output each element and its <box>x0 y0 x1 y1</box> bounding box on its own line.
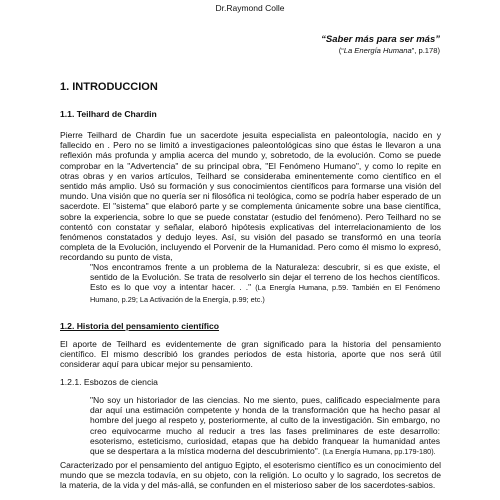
block-quote-evolution <box>90 262 440 305</box>
paragraph-teilhard-bio: Pierre Teilhard de Chardin fue un sacerdote jesuita especialista en paleontología, nacido en y fallecido en . Pero no se limitó a investigaciones paleontológicas sino que éstas le llevaron a una reflexión más profunda y amplia acerca del mundo y, sobretodo, de la evolución. Como se puede comprobar en la "Advertencia" de su principal obra, "El Fenómeno Humano", y como lo repite en otras obras y en varios artículos, Teilhard se consideraba eminentemente como científico en el sentido más amplio. Usó su formación y sus conocimientos científicos para formarse una visión del mundo. Una visión que no quería ser ni filosófica ni teológica, como se podría haber esperado de un sacerdote. El "sistema" que elaboró parte y se complementa únicamente sobre una base científica, sobre la experiencia, sobre lo que se puede constatar (estudio del fenómeno). Pero Teilhard no se contentó con constatar y señalar, elaboró hipótesis explicativas del interrelacionamiento de los fenómenos constatados y dedujo leyes. Así, su visión del pasado se transformó en una teoría completa de la Evolución, incluyendo el Porvenir de la Humanidad. Pero como él mismo lo expresó, recordando su punto de vista, <box>60 130 441 263</box>
paragraph-esoterism: Caracterizado por el pensamiento del antiguo Egipto, el esoterismo científico es un conocimiento del mundo que se mezcla todavía, en su objeto, con la religión. Lo oculto y lo sagrado, los secretos de la materia, de la vida y del más-allá, se confunden en el misterioso saber de los sacerdotes-sabios. <box>60 460 441 491</box>
block-quote-science-phases <box>90 395 440 457</box>
section-title: 1. INTRODUCCION <box>60 81 158 93</box>
quote-reference: (La Energía Humana, p.59. También en El Fenómeno Humano, p.29; La Activación de la Energía, p.99; etc.) <box>90 283 441 304</box>
quote-reference: (La Energía Humana, pp.179-180). <box>322 447 436 457</box>
quote-text: "No soy un historiador de las ciencias. No me siento, pues, calificado especialmente para dar aquí una estimación competente y honda de la transformación que ha hecho pasar al hombre del juego al respeto y, posteriormente, al culto de la investigación. Sin embargo, no creo equivocarme mucho al reducir a tres las fases preliminares de este desarrollo: esoterismo, esteticismo, curiosidad, etapas que ha debido franquear la humanidad antes que se despertara a la mística moderna del descubrimiento". <box>90 395 440 457</box>
epigraph-source-open: (“ <box>338 46 344 55</box>
author-header: Dr.Raymond Colle <box>215 3 285 13</box>
epigraph-quote: “Saber más para ser más” <box>321 34 440 45</box>
subsubsection-title-esbozos: 1.2.1. Esbozos de ciencia <box>60 377 158 387</box>
subsection-title-teilhard: 1.1. Teilhard de Chardin <box>60 109 157 119</box>
epigraph-source-close: ”, p.178) <box>411 46 440 55</box>
epigraph-source-title: La Energía Humana <box>343 46 412 55</box>
epigraph-source <box>339 46 440 55</box>
subsection-title-history: 1.2. Historia del pensamiento científico <box>60 321 220 331</box>
quote-text: "Nos encontramos frente a un problema de la Naturaleza: descubrir, si es que existe, el sentido de la Evolución. Se trata de resolverlo sin dejar el terreno de los hechos científicos. Esto es lo que voy a intentar hacer. . ." <box>90 262 440 293</box>
paragraph-history: El aporte de Teilhard es evidentemente de gran significado para la historia del pensamiento científico. El mismo describió los grandes periodos de esta historia, aporte que nos será útil considerar aquí para ubicar mejor su pensamiento. <box>60 339 441 370</box>
